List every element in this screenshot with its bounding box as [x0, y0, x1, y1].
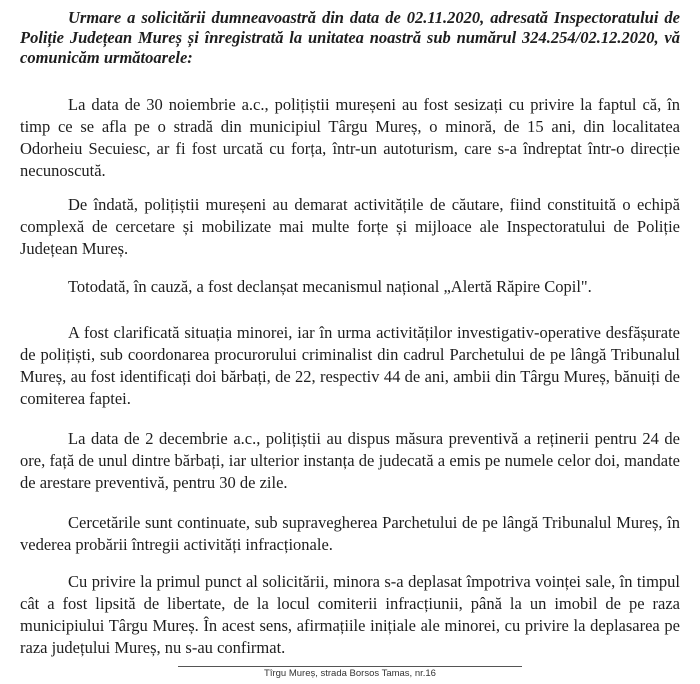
- footer-address: Tîrgu Mureș, strada Borsos Tamas, nr.16: [264, 668, 436, 679]
- body-paragraph-2: De îndată, polițiștii mureșeni au demarat activitățile de căutare, fiind constituită o echipă complexă de cercetare și mobilizate mai multe forțe și mijloace ale Inspectoratului de Poliție Județean Mureș.: [20, 195, 680, 258]
- body-paragraph-5: La data de 2 decembrie a.c., polițiștii au dispus măsura preventivă a reținerii pentru 24 de ore, față de unul dintre bărbați, iar ulterior instanța de judecată a emis pe numele celor doi, mandate de arestare preventivă, pentru 30 de zile.: [20, 429, 680, 492]
- body-paragraph-3: Totodată, în cauză, a fost declanșat mecanismul național „Alertă Răpire Copil".: [68, 277, 592, 296]
- body-paragraph-4: A fost clarificată situația minorei, iar în urma activităților investigativ-operative desfășurate de polițiști, sub coordonarea procurorului criminalist din cadrul Parchetului de pe lângă Tribunalul Mureș, au fost identificați doi bărbați, de 22, respectiv 44 de ani, ambii din Târgu Mureș, bănuiți de comiterea faptei.: [20, 323, 680, 408]
- body-paragraph-1: La data de 30 noiembrie a.c., polițiștii mureșeni au fost sesizați cu privire la faptul că, în timp ce se afla pe o stradă din municipiul Târgu Mureș, o minoră, de 15 ani, din localitatea Odorheiu Secuiesc, ar fi fost urcată cu forța, într-un autoturism, care s-a îndreptat într-o direcție necunoscută.: [20, 95, 680, 180]
- footer-divider: [178, 666, 522, 667]
- body-paragraph-6: Cercetările sunt continuate, sub supravegherea Parchetului de pe lângă Tribunalul Mureș, în vederea probării întregii activități infracționale.: [20, 513, 680, 554]
- body-paragraph-7: Cu privire la primul punct al solicitării, minora s-a deplasat împotriva voinței sale, în timpul cât a fost lipsită de libertate, de la locul comiterii infracțiunii, până la un imobil de pe raza municipiului Târgu Mureș. În acest sens, afirmațiile inițiale ale minorei, cu privire la deplasarea pe raza județului Mureș, nu s-au confirmat.: [20, 572, 680, 657]
- intro-paragraph: Urmare a solicitării dumneavoastră din data de 02.11.2020, adresată Inspectoratului de Poliție Județean Mureș și înregistrată la unitatea noastră sub numărul 324.254/02.12.2020, vă comunicăm următoarele:: [20, 8, 680, 67]
